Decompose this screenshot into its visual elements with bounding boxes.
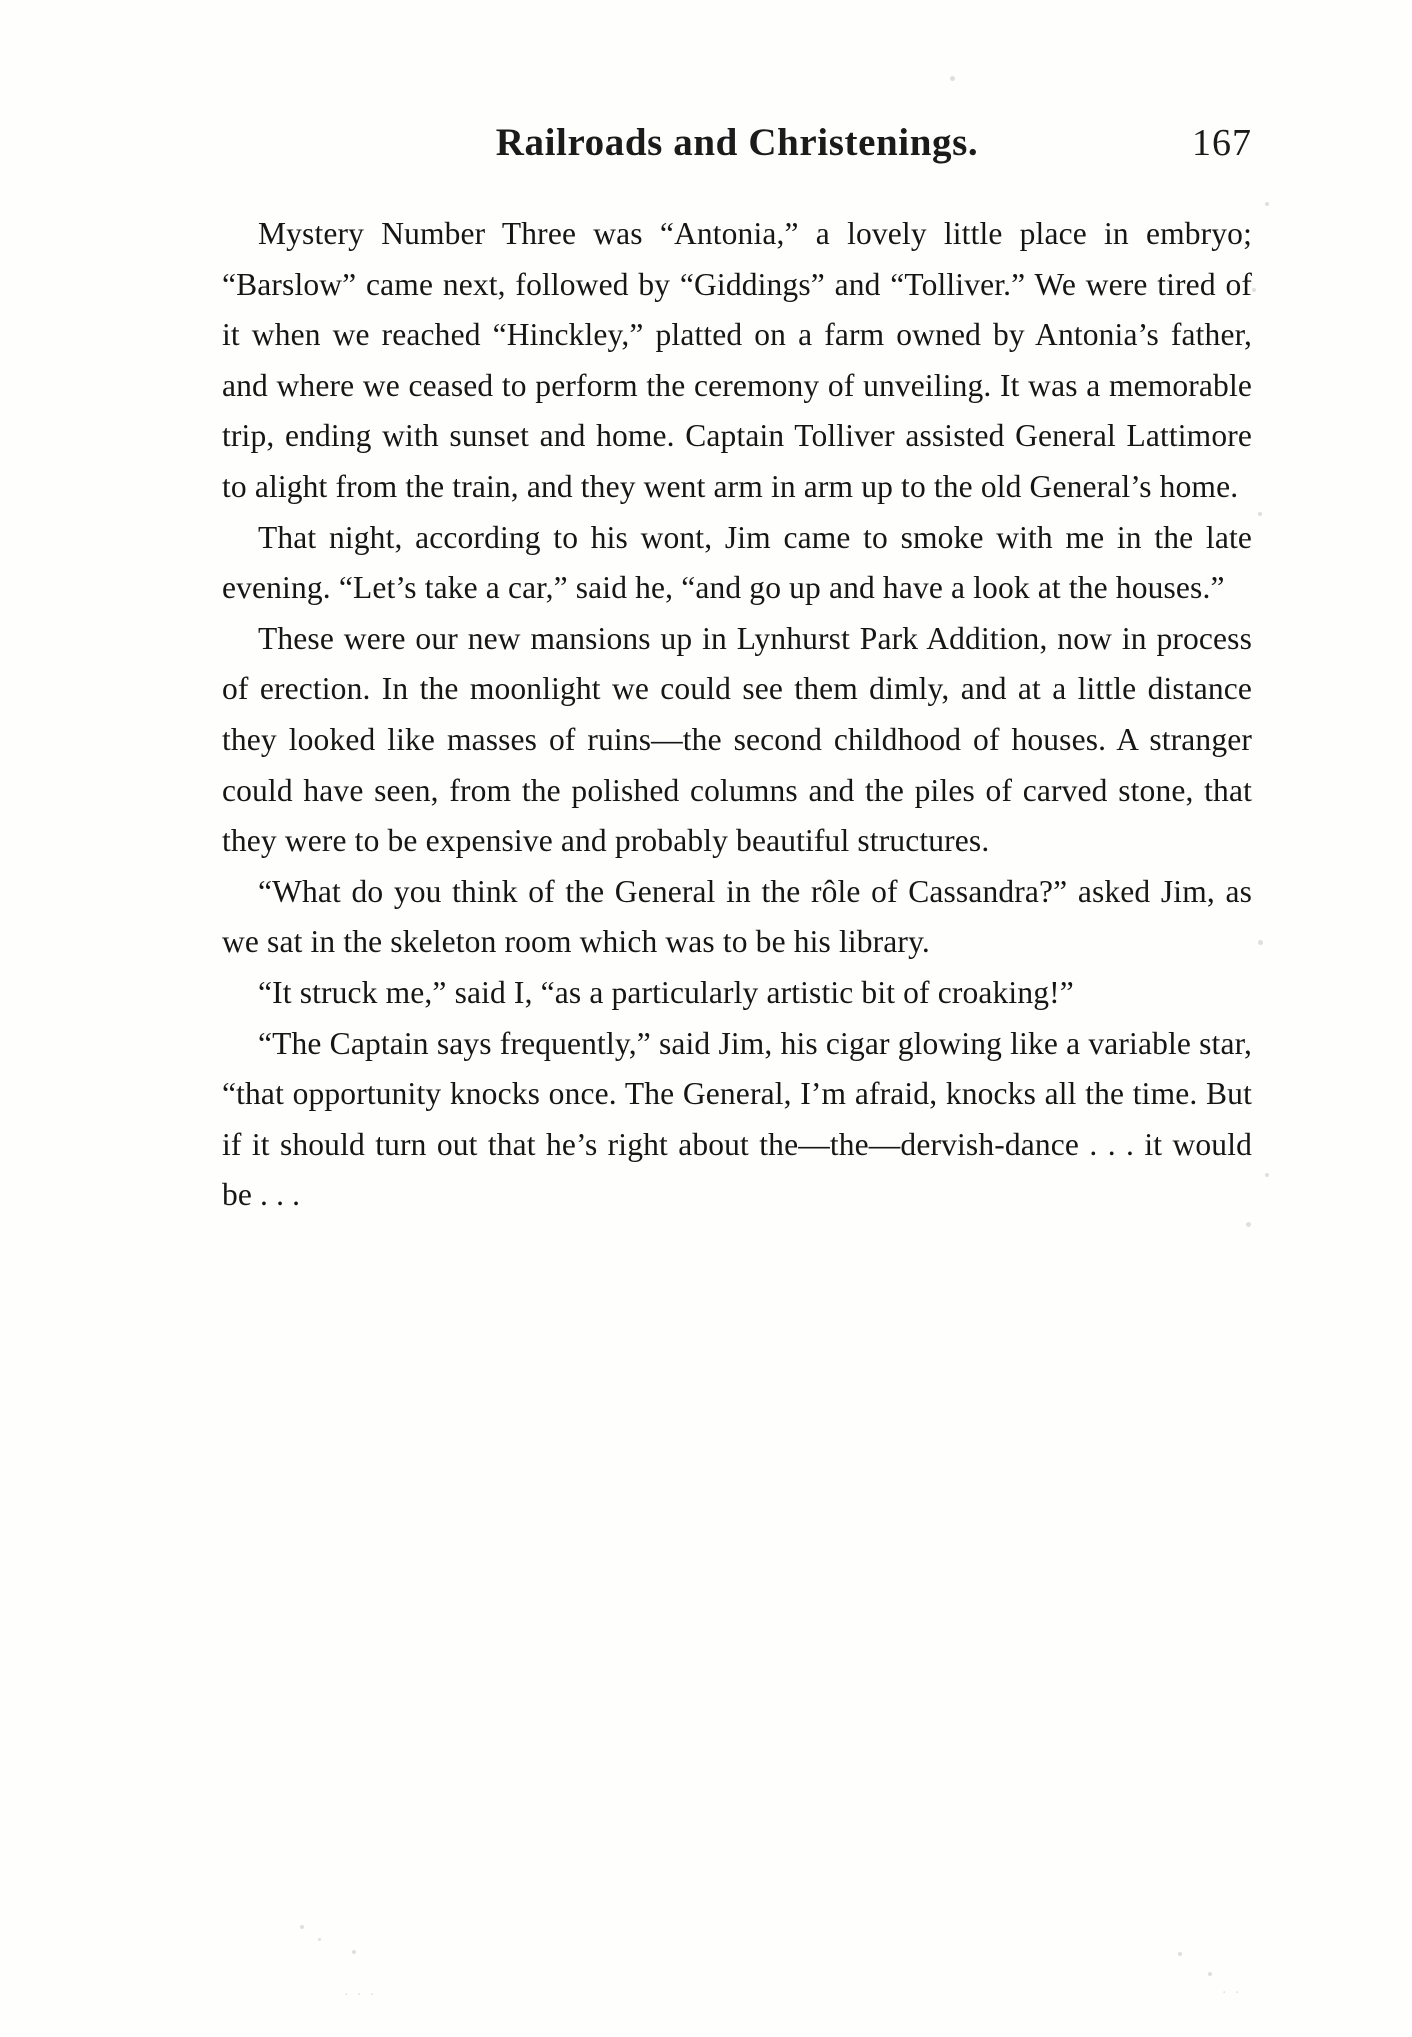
scan-speck xyxy=(1252,288,1256,292)
paragraph: That night, according to his wont, Jim came to smoke with me in the late evening. “Let’s take a car,” said he, “and go up and have a look at the houses.” xyxy=(222,519,1252,606)
scan-speck xyxy=(1265,202,1269,206)
scan-smudge: . . xyxy=(1222,1980,1242,1997)
scan-speck xyxy=(950,76,955,81)
paragraph: “It struck me,” said I, “as a particularly artistic bit of croaking!” xyxy=(258,974,1074,1010)
scan-speck xyxy=(300,1925,304,1929)
paragraph: “What do you think of the General in the rôle of Cassandra?” asked Jim, as we sat in the skeleton room which was to be his library. xyxy=(222,873,1252,960)
page-content xyxy=(222,120,1252,1221)
body-text xyxy=(222,209,1252,1221)
scan-speck xyxy=(1258,512,1262,516)
running-head-title: Railroads and Christenings. xyxy=(495,121,979,164)
page-number: 167 xyxy=(1192,122,1252,164)
scan-speck xyxy=(352,1950,356,1954)
scan-speck xyxy=(1178,1952,1182,1956)
scan-speck xyxy=(1265,1173,1269,1177)
page-header xyxy=(222,120,1252,165)
paragraph: Mystery Number Three was “Antonia,” a lovely little place in embryo; “Barslow” came next, followed by “Giddings” and “Tolliver.” We were tired of it when we reached “Hinckley,” platted on a farm owned by Antonia’s father, and where we ceased to perform the ceremony of unveiling. It was a memorable trip, ending with sunset and home. Captain Tolliver assisted General Lattimore to alight from the train, and they went arm in arm up to the old General’s home. xyxy=(222,216,1252,504)
scan-speck xyxy=(1246,1222,1251,1227)
scan-speck xyxy=(318,1938,321,1941)
scan-speck xyxy=(1208,1972,1212,1976)
scan-smudge: . . . xyxy=(344,1982,377,1999)
paragraph: These were our new mansions up in Lynhurst Park Addition, now in process of erection. In the moonlight we could see them dimly, and at a little distance they looked like masses of ruins—the second childhood of houses. A stranger could have seen, from the polished columns and the piles of carved stone, that they were to be expensive and probably beautiful structures. xyxy=(222,620,1252,859)
paragraph: “The Captain says frequently,” said Jim, his cigar glowing like a variable star, “that opportunity knocks once. The General, I’m afraid, knocks all the time. But if it should turn out that he’s right about the—the—dervish-dance . . . it would be . . . xyxy=(222,1025,1252,1213)
scan-speck xyxy=(1258,940,1263,945)
